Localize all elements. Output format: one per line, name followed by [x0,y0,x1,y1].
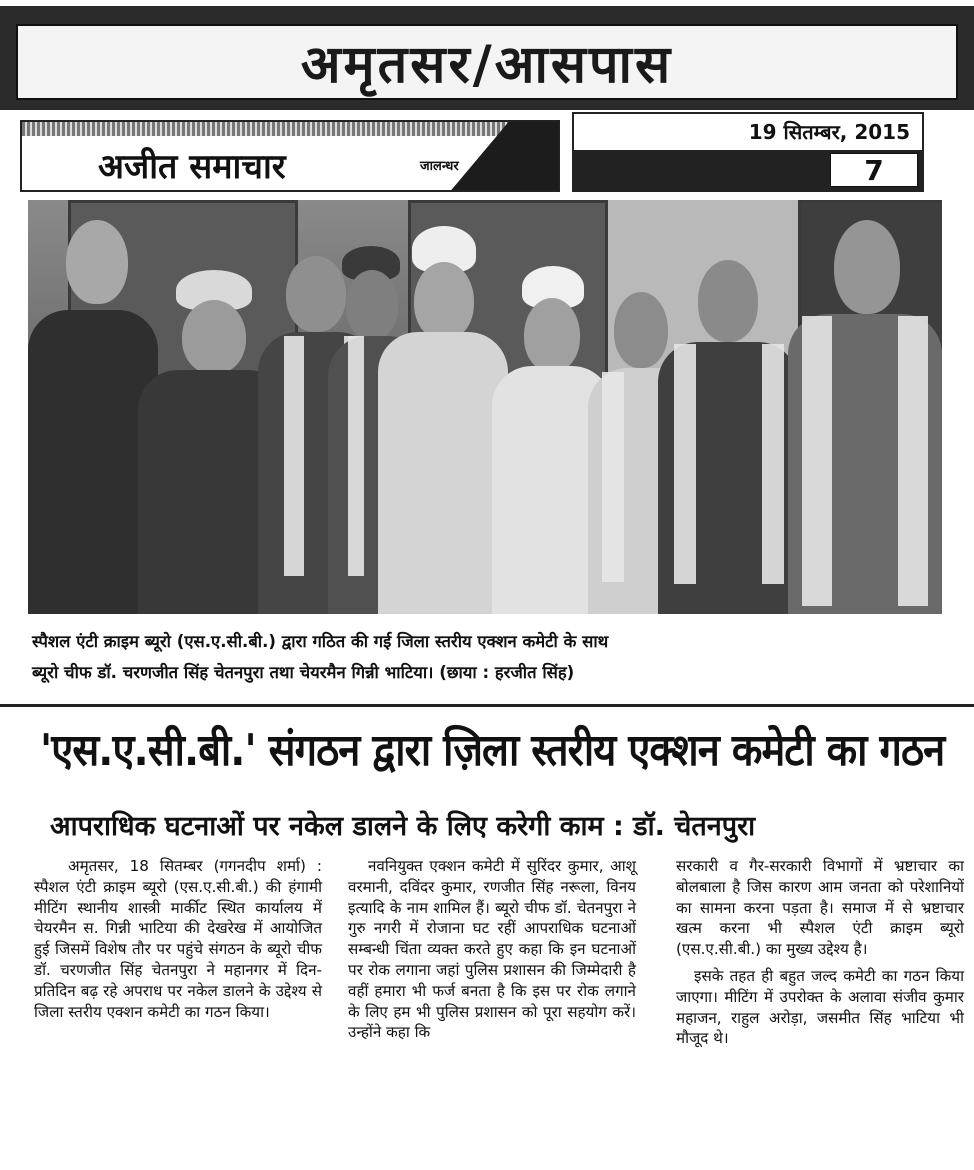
person-8 [658,260,798,614]
article-column-2 [348,856,636,1170]
newspaper-city: जालन्धर [420,159,459,174]
article-paragraph: सरकारी व गैर-सरकारी विभागों में भ्रष्टाचार का बोलबाला है जिस कारण आम जनता को परेशानियों का सामना करना पड़ता है। समाज में से भ्रष्टाचार खत्म करना भी स्पैशल एंटी क्राइम ब्यूरो (एस.ए.सी.बी.) का मुख्य उद्देश्य है। [676,857,964,959]
article-subheadline: आपराधिक घटनाओं पर नकेल डालने के लिए करेगी काम : डॉ. चेतनपुरा [50,811,756,842]
divider-rule [0,704,974,707]
date-bar [574,150,922,190]
article-column-1 [34,856,322,1170]
photo-caption-line-2: ब्यूरो चीफ डॉ. चरणजीत सिंह चेतनपुरा तथा चेयरमैन गिन्नी भाटिया। (छाया : हरजीत सिंह) [32,663,575,682]
person-5 [378,226,508,614]
date-box [572,112,924,192]
article-column-3 [676,856,964,1170]
photo-caption [28,620,942,694]
person-9 [788,220,942,614]
newspaper-masthead [20,120,560,192]
publication-date: 19 सितम्बर, 2015 [748,120,910,144]
page-number: 7 [830,153,918,187]
article-paragraph: इसके तहत ही बहुत जल्द कमेटी का गठन किया जाएगा। मीटिंग में उपरोक्त के अलावा संजीव कुमार महाजन, राहुल अरोड़ा, जसमीत सिंह भाटिया भी मौजूद थे। [676,966,964,1048]
article-paragraph: अमृतसर, 18 सितम्बर (गगनदीप शर्मा) : स्पैशल एंटी क्राइम ब्यूरो (एस.ए.सी.बी.) की हंगामी मीटिंग स्थानीय शास्त्री मार्कीट स्थित कार्यालय में चेयरमैन स. गिन्नी भाटिया की देखरेख में आयोजित हुई जिसमें विशेष तौर पर पहुंचे संगठन के ब्यूरो चीफ डॉ. चरणजीत सिंह चेतनपुरा ने महानगर में दिन-प्रतिदिन बढ़ रहे अपराध पर नकेल डालने के उद्देश्य से जिला स्तरीय एक्शन कमेटी का गठन किया। [34,857,322,1021]
section-banner [0,6,974,110]
photo-caption-line-1: स्पैशल एंटी क्राइम ब्यूरो (एस.ए.सी.बी.) द्वारा गठित की गई जिला स्तरीय एक्शन कमेटी के साथ [32,632,609,651]
group-photo [28,200,942,614]
newspaper-name: अजीत समाचार [98,147,286,187]
article-headline: 'एस.ए.सी.बी.' संगठन द्वारा ज़िला स्तरीय एक्शन कमेटी का गठन [40,725,945,776]
section-title: अमृतसर/आसपास [300,34,674,95]
section-banner-frame [16,24,958,100]
masthead-stripe [22,122,558,136]
article-paragraph: नवनियुक्त एक्शन कमेटी में सुरिंदर कुमार, आशू वरमानी, दविंदर कुमार, रणजीत सिंह नरूला, विनय इत्यादि के नाम शामिल हैं। ब्यूरो चीफ डॉ. चेतनपुरा ने गुरु नगरी में रोजाना घट रहीं आपराधिक घटनाओं सम्बन्धी चिंता व्यक्त करते हुए कहा कि इन घटनाओं पर रोक लगाना जहां पुलिस प्रशासन की जिम्मेदारी है वहीं हमारा भी फर्ज बनता है कि इस पर रोक लगाने के लिए हम भी पुलिस प्रशासन को पूरा सहयोग करें। उन्होंने कहा कि [348,857,636,1042]
